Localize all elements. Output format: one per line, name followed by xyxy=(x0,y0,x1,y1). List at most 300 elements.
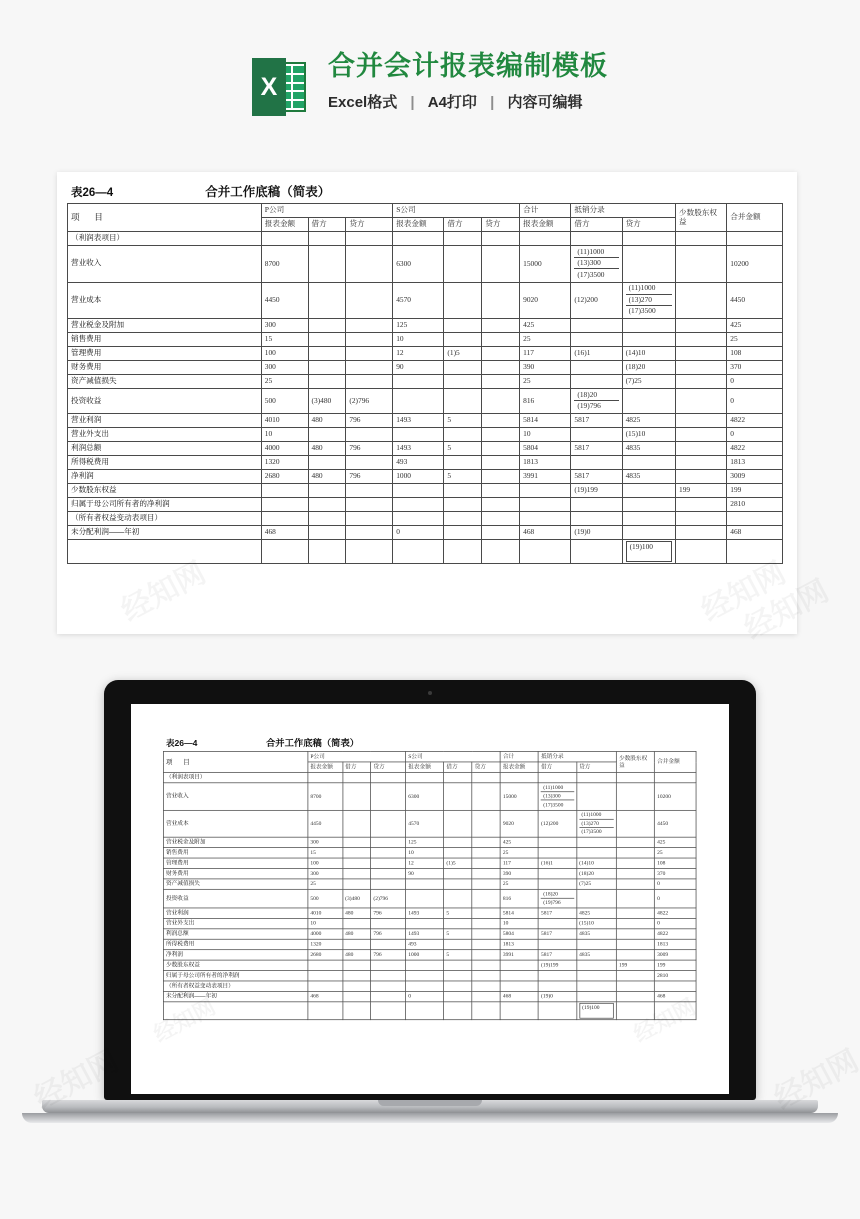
cell-p-debit[interactable] xyxy=(343,772,371,782)
cell-elim-debit[interactable]: 5817 xyxy=(571,442,622,456)
cell-s-debit[interactable] xyxy=(444,869,472,879)
cell-p-credit[interactable]: (2)796 xyxy=(346,389,393,414)
cell-elim-credit[interactable] xyxy=(577,960,617,970)
table-row[interactable] xyxy=(68,361,783,375)
cell-s-credit[interactable] xyxy=(472,848,500,858)
table-row[interactable] xyxy=(163,939,696,949)
cell-total-amount[interactable]: 816 xyxy=(520,389,571,414)
cell-total-amount[interactable]: 425 xyxy=(500,837,538,847)
cell-elim-debit[interactable] xyxy=(571,498,622,512)
cell-s-amount[interactable]: 10 xyxy=(406,848,444,858)
cell-s-debit[interactable] xyxy=(444,512,482,526)
cell-s-debit[interactable] xyxy=(444,282,482,319)
cell-p-credit[interactable] xyxy=(346,540,393,564)
cell-elim-credit[interactable] xyxy=(577,991,617,1001)
cell-s-debit[interactable] xyxy=(444,319,482,333)
table-row[interactable] xyxy=(68,470,783,484)
cell-elim-credit[interactable]: 4835 xyxy=(622,442,675,456)
cell-p-debit[interactable] xyxy=(343,879,371,889)
cell-s-credit[interactable] xyxy=(472,858,500,868)
cell-p-credit[interactable] xyxy=(371,837,406,847)
cell-total-amount[interactable]: 3991 xyxy=(520,470,571,484)
cell-s-debit[interactable]: (1)5 xyxy=(444,347,482,361)
cell-s-amount[interactable] xyxy=(393,540,444,564)
cell-elim-credit[interactable] xyxy=(622,456,675,470)
cell-elim-credit[interactable] xyxy=(577,837,617,847)
cell-elim-debit[interactable] xyxy=(571,389,622,414)
cell-elim-debit[interactable]: (16)1 xyxy=(571,347,622,361)
cell-minority-equity[interactable] xyxy=(676,512,727,526)
cell-elim-credit[interactable] xyxy=(622,389,675,414)
cell-elim-credit[interactable] xyxy=(622,540,675,564)
cell-p-amount[interactable]: 15 xyxy=(308,848,343,858)
cell-p-amount[interactable] xyxy=(308,971,343,981)
cell-elim-credit[interactable]: (18)20 xyxy=(622,361,675,375)
cell-elim-debit[interactable] xyxy=(571,361,622,375)
cell-p-debit[interactable] xyxy=(308,319,346,333)
cell-minority-equity[interactable] xyxy=(676,319,727,333)
cell-s-credit[interactable] xyxy=(482,470,520,484)
cell-p-debit[interactable] xyxy=(343,837,371,847)
cell-elim-credit[interactable]: (18)20 xyxy=(577,869,617,879)
cell-s-amount[interactable] xyxy=(406,960,444,970)
cell-p-credit[interactable] xyxy=(371,918,406,928)
cell-minority-equity[interactable] xyxy=(616,908,654,918)
cell-p-amount[interactable]: 4010 xyxy=(308,908,343,918)
cell-consolidated-amount[interactable]: 3009 xyxy=(727,470,783,484)
cell-consolidated-amount[interactable]: 425 xyxy=(655,837,697,847)
cell-s-credit[interactable] xyxy=(472,908,500,918)
cell-minority-equity[interactable] xyxy=(616,810,654,837)
cell-total-amount[interactable] xyxy=(520,232,571,246)
cell-total-amount[interactable]: 9020 xyxy=(520,282,571,319)
cell-s-credit[interactable] xyxy=(472,918,500,928)
cell-s-credit[interactable] xyxy=(482,389,520,414)
table-row[interactable] xyxy=(68,232,783,246)
cell-minority-equity[interactable] xyxy=(676,428,727,442)
cell-p-amount[interactable]: 4450 xyxy=(261,282,308,319)
cell-s-debit[interactable] xyxy=(444,991,472,1001)
cell-s-debit[interactable]: 5 xyxy=(444,470,482,484)
table-row[interactable] xyxy=(68,512,783,526)
cell-elim-debit[interactable]: (19)0 xyxy=(571,526,622,540)
table-row[interactable] xyxy=(163,858,696,868)
cell-consolidated-amount[interactable]: 0 xyxy=(655,879,697,889)
cell-minority-equity[interactable] xyxy=(616,889,654,908)
cell-minority-equity[interactable] xyxy=(676,414,727,428)
cell-elim-credit[interactable] xyxy=(577,971,617,981)
table-row[interactable] xyxy=(163,848,696,858)
cell-p-debit[interactable] xyxy=(343,1002,371,1020)
cell-p-debit[interactable]: 480 xyxy=(343,950,371,960)
cell-elim-debit[interactable] xyxy=(571,512,622,526)
cell-s-amount[interactable]: 12 xyxy=(406,858,444,868)
cell-total-amount[interactable]: 816 xyxy=(500,889,538,908)
cell-elim-credit[interactable] xyxy=(577,889,617,908)
cell-consolidated-amount[interactable]: 4450 xyxy=(655,810,697,837)
cell-total-amount[interactable]: 117 xyxy=(520,347,571,361)
cell-s-credit[interactable] xyxy=(472,783,500,810)
cell-p-amount[interactable] xyxy=(261,484,308,498)
cell-consolidated-amount[interactable] xyxy=(655,772,697,782)
cell-consolidated-amount[interactable]: 10200 xyxy=(727,246,783,283)
cell-s-debit[interactable] xyxy=(444,361,482,375)
cell-total-amount[interactable] xyxy=(520,484,571,498)
cell-consolidated-amount[interactable]: 108 xyxy=(727,347,783,361)
cell-minority-equity[interactable] xyxy=(616,981,654,991)
cell-s-credit[interactable] xyxy=(482,361,520,375)
cell-s-credit[interactable] xyxy=(472,950,500,960)
cell-minority-equity[interactable] xyxy=(616,991,654,1001)
cell-minority-equity[interactable] xyxy=(676,282,727,319)
cell-minority-equity[interactable]: 199 xyxy=(616,960,654,970)
table-row[interactable] xyxy=(163,929,696,939)
cell-s-credit[interactable] xyxy=(472,981,500,991)
table-row[interactable] xyxy=(68,414,783,428)
cell-p-credit[interactable]: 796 xyxy=(371,908,406,918)
cell-elim-debit[interactable] xyxy=(571,456,622,470)
cell-p-debit[interactable] xyxy=(343,939,371,949)
cell-minority-equity[interactable] xyxy=(616,869,654,879)
laptop-screen[interactable] xyxy=(131,704,729,1094)
cell-s-debit[interactable]: 5 xyxy=(444,929,472,939)
cell-minority-equity[interactable] xyxy=(676,361,727,375)
cell-p-credit[interactable] xyxy=(371,783,406,810)
table-row[interactable] xyxy=(68,456,783,470)
cell-minority-equity[interactable] xyxy=(676,347,727,361)
cell-p-amount[interactable]: 4450 xyxy=(308,810,343,837)
cell-s-debit[interactable] xyxy=(444,1002,472,1020)
cell-s-amount[interactable] xyxy=(393,484,444,498)
cell-p-amount[interactable]: 10 xyxy=(308,918,343,928)
cell-consolidated-amount[interactable]: 4822 xyxy=(727,414,783,428)
cell-elim-credit[interactable]: (14)10 xyxy=(577,858,617,868)
cell-p-debit[interactable]: (3)480 xyxy=(308,389,346,414)
preview-card[interactable] xyxy=(57,172,797,634)
cell-consolidated-amount[interactable] xyxy=(727,232,783,246)
cell-s-credit[interactable] xyxy=(482,282,520,319)
cell-minority-equity[interactable] xyxy=(676,389,727,414)
cell-p-credit[interactable] xyxy=(371,991,406,1001)
cell-elim-debit[interactable] xyxy=(538,848,576,858)
cell-p-amount[interactable]: 8700 xyxy=(308,783,343,810)
cell-p-debit[interactable] xyxy=(343,981,371,991)
cell-minority-equity[interactable] xyxy=(676,470,727,484)
cell-p-amount[interactable]: 2680 xyxy=(308,950,343,960)
table-row[interactable] xyxy=(163,869,696,879)
cell-p-debit[interactable] xyxy=(343,783,371,810)
cell-s-amount[interactable]: 1493 xyxy=(406,929,444,939)
cell-total-amount[interactable]: 1813 xyxy=(520,456,571,470)
cell-consolidated-amount[interactable]: 370 xyxy=(727,361,783,375)
cell-elim-credit[interactable]: 4835 xyxy=(577,950,617,960)
cell-p-debit[interactable] xyxy=(308,361,346,375)
cell-elim-debit[interactable] xyxy=(538,981,576,991)
table-row[interactable] xyxy=(68,498,783,512)
cell-consolidated-amount[interactable] xyxy=(727,540,783,564)
cell-p-debit[interactable] xyxy=(308,526,346,540)
cell-p-amount[interactable]: 468 xyxy=(261,526,308,540)
cell-total-amount[interactable]: 425 xyxy=(520,319,571,333)
cell-minority-equity[interactable] xyxy=(676,498,727,512)
cell-s-amount[interactable] xyxy=(406,1002,444,1020)
cell-total-amount[interactable] xyxy=(520,540,571,564)
cell-p-debit[interactable] xyxy=(308,375,346,389)
cell-consolidated-amount[interactable] xyxy=(655,981,697,991)
cell-p-credit[interactable] xyxy=(371,772,406,782)
cell-s-credit[interactable] xyxy=(472,772,500,782)
cell-s-amount[interactable]: 6300 xyxy=(406,783,444,810)
consolidation-worksheet[interactable] xyxy=(67,203,783,564)
table-row[interactable] xyxy=(163,918,696,928)
cell-s-amount[interactable] xyxy=(406,981,444,991)
table-row[interactable] xyxy=(163,908,696,918)
cell-s-debit[interactable] xyxy=(444,526,482,540)
cell-elim-debit[interactable] xyxy=(538,837,576,847)
cell-s-debit[interactable] xyxy=(444,456,482,470)
cell-p-amount[interactable] xyxy=(308,1002,343,1020)
cell-p-credit[interactable] xyxy=(371,939,406,949)
cell-p-debit[interactable] xyxy=(308,333,346,347)
cell-p-credit[interactable]: 796 xyxy=(346,414,393,428)
cell-p-credit[interactable] xyxy=(346,282,393,319)
cell-p-credit[interactable] xyxy=(346,498,393,512)
cell-p-debit[interactable] xyxy=(308,512,346,526)
cell-p-amount[interactable]: 10 xyxy=(261,428,308,442)
cell-minority-equity[interactable] xyxy=(616,918,654,928)
cell-elim-credit[interactable] xyxy=(577,783,617,810)
cell-minority-equity[interactable] xyxy=(676,232,727,246)
cell-elim-credit[interactable] xyxy=(622,498,675,512)
cell-elim-debit[interactable] xyxy=(571,428,622,442)
cell-elim-debit[interactable]: (12)200 xyxy=(538,810,576,837)
cell-p-amount[interactable] xyxy=(308,981,343,991)
cell-minority-equity[interactable] xyxy=(676,456,727,470)
cell-s-debit[interactable]: 5 xyxy=(444,908,472,918)
cell-s-debit[interactable] xyxy=(444,810,472,837)
table-row[interactable] xyxy=(68,282,783,319)
cell-s-amount[interactable]: 12 xyxy=(393,347,444,361)
cell-s-credit[interactable] xyxy=(482,442,520,456)
table-row[interactable] xyxy=(68,442,783,456)
cell-elim-debit[interactable]: 5817 xyxy=(571,414,622,428)
cell-elim-debit[interactable] xyxy=(538,971,576,981)
cell-consolidated-amount[interactable]: 2810 xyxy=(727,498,783,512)
cell-p-amount[interactable] xyxy=(308,960,343,970)
cell-s-debit[interactable] xyxy=(444,333,482,347)
cell-p-debit[interactable] xyxy=(343,971,371,981)
cell-total-amount[interactable]: 5814 xyxy=(500,908,538,918)
cell-elim-debit[interactable]: 5817 xyxy=(538,950,576,960)
table-row[interactable] xyxy=(163,889,696,908)
cell-elim-credit[interactable] xyxy=(622,246,675,283)
cell-total-amount[interactable]: 10 xyxy=(500,918,538,928)
cell-consolidated-amount[interactable]: 4450 xyxy=(727,282,783,319)
cell-total-amount[interactable] xyxy=(500,981,538,991)
cell-s-debit[interactable] xyxy=(444,981,472,991)
cell-minority-equity[interactable] xyxy=(616,772,654,782)
cell-s-debit[interactable] xyxy=(444,375,482,389)
cell-s-credit[interactable] xyxy=(472,869,500,879)
cell-p-amount[interactable] xyxy=(261,232,308,246)
cell-s-credit[interactable] xyxy=(472,971,500,981)
cell-s-amount[interactable]: 4570 xyxy=(406,810,444,837)
cell-s-debit[interactable] xyxy=(444,772,472,782)
cell-elim-credit[interactable] xyxy=(622,484,675,498)
cell-elim-credit[interactable] xyxy=(622,333,675,347)
cell-p-debit[interactable]: 480 xyxy=(343,908,371,918)
cell-p-debit[interactable] xyxy=(308,484,346,498)
cell-p-amount[interactable]: 300 xyxy=(308,837,343,847)
cell-s-debit[interactable]: 5 xyxy=(444,442,482,456)
cell-consolidated-amount[interactable]: 0 xyxy=(727,389,783,414)
cell-p-amount[interactable]: 300 xyxy=(261,361,308,375)
cell-s-debit[interactable]: (1)5 xyxy=(444,858,472,868)
cell-s-credit[interactable] xyxy=(482,484,520,498)
cell-s-amount[interactable] xyxy=(406,971,444,981)
cell-p-debit[interactable] xyxy=(308,347,346,361)
cell-p-debit[interactable]: (3)480 xyxy=(343,889,371,908)
cell-consolidated-amount[interactable]: 4822 xyxy=(655,908,697,918)
table-row[interactable] xyxy=(163,772,696,782)
cell-s-credit[interactable] xyxy=(472,837,500,847)
cell-elim-credit[interactable] xyxy=(577,772,617,782)
table-row[interactable] xyxy=(68,428,783,442)
cell-p-credit[interactable] xyxy=(371,971,406,981)
cell-elim-credit[interactable]: 4825 xyxy=(577,908,617,918)
cell-p-amount[interactable]: 300 xyxy=(308,869,343,879)
cell-s-credit[interactable] xyxy=(472,939,500,949)
cell-p-credit[interactable] xyxy=(371,981,406,991)
cell-s-debit[interactable] xyxy=(444,540,482,564)
cell-elim-debit[interactable] xyxy=(538,869,576,879)
table-row[interactable] xyxy=(68,526,783,540)
cell-p-credit[interactable]: 796 xyxy=(346,470,393,484)
cell-total-amount[interactable]: 25 xyxy=(520,375,571,389)
cell-s-amount[interactable]: 1000 xyxy=(406,950,444,960)
cell-elim-debit[interactable] xyxy=(538,1002,576,1020)
cell-s-credit[interactable] xyxy=(482,414,520,428)
cell-p-credit[interactable] xyxy=(371,869,406,879)
cell-s-amount[interactable] xyxy=(393,428,444,442)
table-row[interactable] xyxy=(163,960,696,970)
cell-p-credit[interactable] xyxy=(346,319,393,333)
table-row[interactable] xyxy=(163,837,696,847)
cell-elim-debit[interactable]: (19)0 xyxy=(538,991,576,1001)
cell-elim-credit[interactable] xyxy=(622,319,675,333)
cell-s-amount[interactable]: 4570 xyxy=(393,282,444,319)
cell-p-credit[interactable] xyxy=(371,848,406,858)
cell-p-debit[interactable] xyxy=(308,540,346,564)
cell-s-amount[interactable]: 90 xyxy=(406,869,444,879)
cell-s-debit[interactable]: 5 xyxy=(444,950,472,960)
cell-elim-debit[interactable] xyxy=(571,246,622,283)
cell-minority-equity[interactable] xyxy=(676,333,727,347)
cell-p-amount[interactable]: 4000 xyxy=(308,929,343,939)
cell-s-debit[interactable]: 5 xyxy=(444,414,482,428)
cell-p-credit[interactable] xyxy=(346,375,393,389)
cell-p-credit[interactable]: (2)796 xyxy=(371,889,406,908)
cell-minority-equity[interactable] xyxy=(676,442,727,456)
cell-elim-credit[interactable] xyxy=(577,810,617,837)
cell-total-amount[interactable]: 15000 xyxy=(520,246,571,283)
cell-p-debit[interactable] xyxy=(308,246,346,283)
cell-s-credit[interactable] xyxy=(482,428,520,442)
cell-p-credit[interactable] xyxy=(346,361,393,375)
cell-p-debit[interactable]: 480 xyxy=(308,470,346,484)
table-row[interactable] xyxy=(163,991,696,1001)
cell-p-credit[interactable] xyxy=(346,333,393,347)
cell-minority-equity[interactable] xyxy=(616,783,654,810)
cell-s-amount[interactable]: 493 xyxy=(406,939,444,949)
cell-elim-credit[interactable]: (15)10 xyxy=(622,428,675,442)
cell-s-credit[interactable] xyxy=(472,889,500,908)
cell-consolidated-amount[interactable]: 0 xyxy=(727,375,783,389)
cell-s-credit[interactable] xyxy=(482,232,520,246)
cell-p-credit[interactable]: 796 xyxy=(346,442,393,456)
cell-total-amount[interactable]: 117 xyxy=(500,858,538,868)
cell-total-amount[interactable] xyxy=(500,1002,538,1020)
cell-p-credit[interactable] xyxy=(346,456,393,470)
cell-elim-credit[interactable]: (7)25 xyxy=(577,879,617,889)
cell-p-amount[interactable]: 25 xyxy=(308,879,343,889)
cell-total-amount[interactable]: 15000 xyxy=(500,783,538,810)
cell-p-credit[interactable]: 796 xyxy=(371,950,406,960)
table-row[interactable] xyxy=(68,484,783,498)
cell-s-credit[interactable] xyxy=(482,333,520,347)
cell-s-amount[interactable] xyxy=(406,879,444,889)
cell-total-amount[interactable]: 390 xyxy=(500,869,538,879)
cell-p-amount[interactable] xyxy=(261,540,308,564)
cell-p-credit[interactable] xyxy=(371,879,406,889)
cell-elim-credit[interactable] xyxy=(577,848,617,858)
cell-elim-credit[interactable] xyxy=(577,939,617,949)
table-row[interactable] xyxy=(68,347,783,361)
cell-p-debit[interactable]: 480 xyxy=(308,442,346,456)
cell-elim-credit[interactable]: (14)10 xyxy=(622,347,675,361)
cell-elim-debit[interactable] xyxy=(571,232,622,246)
cell-total-amount[interactable]: 1813 xyxy=(500,939,538,949)
cell-p-credit[interactable] xyxy=(346,512,393,526)
cell-s-credit[interactable] xyxy=(482,498,520,512)
cell-elim-credit[interactable] xyxy=(622,282,675,319)
cell-p-debit[interactable] xyxy=(343,858,371,868)
cell-elim-credit[interactable] xyxy=(622,526,675,540)
cell-s-credit[interactable] xyxy=(482,456,520,470)
cell-consolidated-amount[interactable]: 199 xyxy=(727,484,783,498)
cell-s-credit[interactable] xyxy=(472,810,500,837)
cell-minority-equity[interactable] xyxy=(676,526,727,540)
cell-minority-equity[interactable] xyxy=(616,879,654,889)
table-row[interactable] xyxy=(163,879,696,889)
cell-consolidated-amount[interactable]: 370 xyxy=(655,869,697,879)
cell-minority-equity[interactable] xyxy=(616,950,654,960)
cell-p-debit[interactable] xyxy=(308,232,346,246)
table-row[interactable] xyxy=(163,783,696,810)
cell-p-credit[interactable] xyxy=(346,526,393,540)
cell-total-amount[interactable]: 25 xyxy=(520,333,571,347)
cell-s-amount[interactable]: 6300 xyxy=(393,246,444,283)
cell-s-amount[interactable] xyxy=(393,389,444,414)
cell-s-credit[interactable] xyxy=(472,1002,500,1020)
cell-p-credit[interactable] xyxy=(346,428,393,442)
cell-elim-credit[interactable] xyxy=(622,512,675,526)
cell-elim-debit[interactable] xyxy=(538,918,576,928)
cell-consolidated-amount[interactable]: 468 xyxy=(727,526,783,540)
cell-elim-debit[interactable] xyxy=(538,889,576,908)
cell-elim-debit[interactable]: (19)199 xyxy=(571,484,622,498)
cell-s-credit[interactable] xyxy=(482,540,520,564)
